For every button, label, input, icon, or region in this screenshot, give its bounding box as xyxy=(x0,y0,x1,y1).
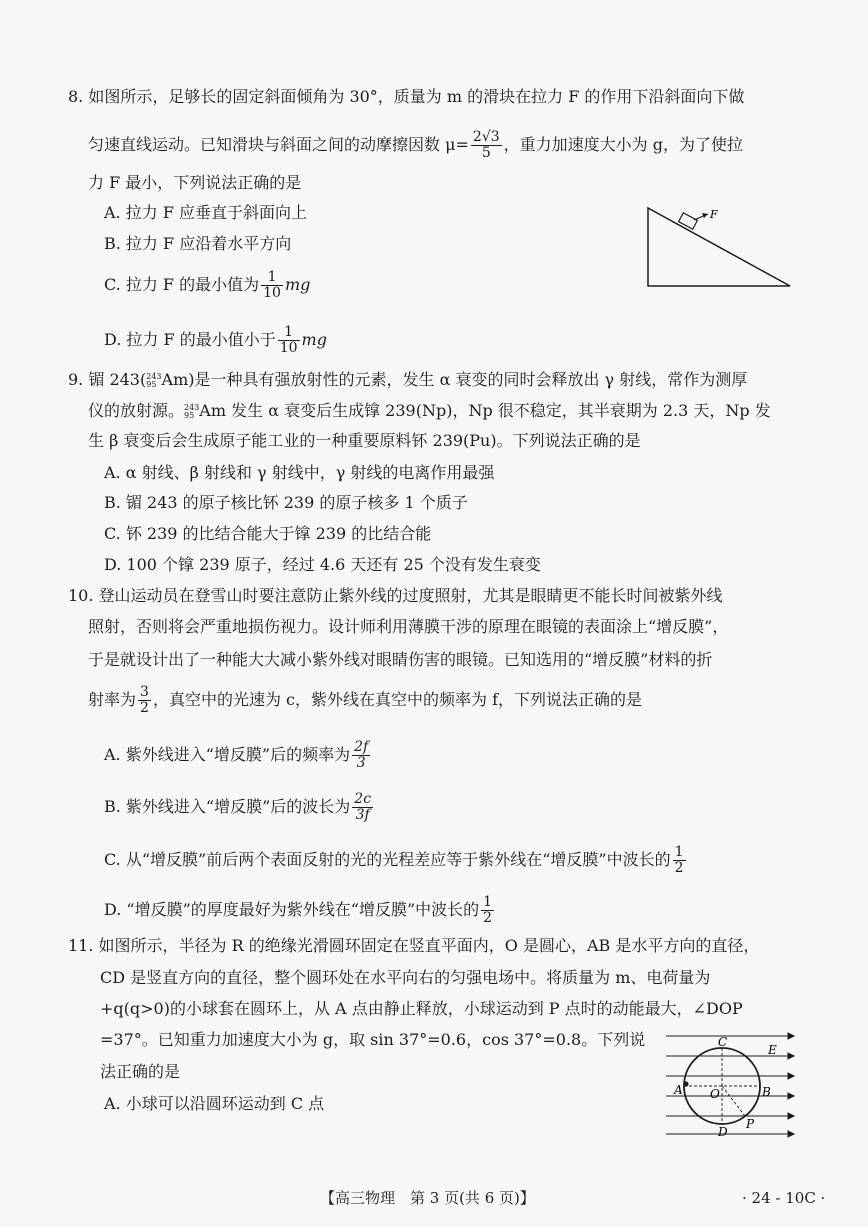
q8-option-d xyxy=(104,325,327,356)
q11-line5: 法正确的是 xyxy=(100,1062,181,1081)
iso2-z: 95 xyxy=(184,410,195,420)
q9-line1-b: Am)是一种具有强放射性的元素，发生 α 衰变的同时会释放出 γ 射线，常作为测厚 xyxy=(161,370,748,389)
label-e: E xyxy=(768,1043,777,1057)
label-o: O xyxy=(710,1087,720,1101)
q10-b-num: 2c xyxy=(354,791,372,807)
q8-d-den: 10 xyxy=(279,340,298,356)
q8-d-tail: mg xyxy=(301,330,327,349)
q9-option-c: C. 钚 239 的比结合能大于镎 239 的比结合能 xyxy=(104,524,432,543)
q10-d-den: 2 xyxy=(483,910,493,926)
q10-a-text: A. 紫外线进入“增反膜”后的频率为 xyxy=(104,745,351,764)
q9-line1 xyxy=(68,370,747,390)
n-fraction xyxy=(138,685,151,716)
q11-option-a: A. 小球可以沿圆环运动到 C 点 xyxy=(104,1094,325,1113)
q8-line1: 8. 如图所示，足够长的固定斜面倾角为 30°，质量为 m 的滑块在拉力 F 的作用下沿斜面向下做 xyxy=(68,87,745,106)
q8-option-b: B. 拉力 F 应沿着水平方向 xyxy=(104,234,292,253)
q8-c-tail: mg xyxy=(284,275,311,294)
q11-line1: 11. 如图所示，半径为 R 的绝缘光滑圆环固定在竖直平面内，O 是圆心，AB 是水平方向的直径， xyxy=(68,936,760,955)
q8-line2-b: ，重力加速度大小为 g，为了使拉 xyxy=(503,135,743,154)
iso2-mass: 243 xyxy=(184,402,200,412)
q9-isotope2 xyxy=(184,404,199,420)
q10-c-num: 1 xyxy=(674,844,684,860)
q9-option-d: D. 100 个镎 239 原子，经过 4.6 天还有 25 个没有发生衰变 xyxy=(104,555,541,574)
q10-line4-a: 射率为 xyxy=(88,690,137,709)
q10-b-fraction xyxy=(352,792,373,823)
q9-line2-text: Am 发生 α 衰变后生成镎 239(Np)，Np 很不稳定，其半衰期为 2.3 天，Np 发 xyxy=(199,401,771,420)
q10-a-den: 3 xyxy=(356,755,366,771)
q10-option-a xyxy=(104,740,372,771)
q8-c-den: 10 xyxy=(263,285,281,301)
q8-d-fraction xyxy=(278,325,300,356)
q11-line2: CD 是竖直方向的直径，整个圆环处在水平向右的匀强电场中。将质量为 m、电荷量为 xyxy=(100,968,711,987)
q8-option-d-text: D. 拉力 F 的最小值小于 xyxy=(104,330,276,349)
q8-line2 xyxy=(88,130,743,161)
q8-c-fraction xyxy=(261,270,283,301)
label-a: A xyxy=(674,1083,683,1097)
q9-line1-a: 9. 镅 243( xyxy=(68,370,147,389)
q10-c-text: C. 从“增反膜”前后两个表面反射的光的光程差应等于紫外线在“增反膜”中波长的 xyxy=(104,850,671,869)
q10-line4 xyxy=(88,685,642,716)
q8-c-num: 1 xyxy=(261,270,283,286)
q10-line2: 照射，否则将会严重地损伤视力。设计师利用薄膜干涉的原理在眼镜的表面涂上“增反膜”， xyxy=(88,617,729,636)
n-num: 3 xyxy=(140,684,149,700)
q10-b-text: B. 紫外线进入“增反膜”后的波长为 xyxy=(104,797,351,816)
q8-line2-a: 匀速直线运动。已知滑块与斜面之间的动摩擦因数 μ= xyxy=(88,135,469,154)
incline-triangle xyxy=(648,208,790,286)
q10-a-fraction xyxy=(352,740,370,771)
q8-option-c xyxy=(104,270,310,301)
q10-c-fraction xyxy=(673,845,686,876)
mu-denominator: 5 xyxy=(481,145,491,161)
q8-line3: 力 F 最小，下列说法正确的是 xyxy=(88,173,302,192)
q10-d-num: 1 xyxy=(483,894,493,910)
q10-option-b xyxy=(104,792,375,823)
ring-field-figure xyxy=(662,1028,802,1140)
q10-option-d xyxy=(104,895,496,926)
q10-option-c xyxy=(104,845,688,876)
label-p: P xyxy=(746,1117,755,1131)
charged-ball xyxy=(683,1081,688,1086)
q11-line3: +q(q>0)的小球套在圆环上，从 A 点由静止释放，小球运动到 P 点时的动能最大，∠DOP xyxy=(100,999,743,1018)
n-den: 2 xyxy=(140,700,149,716)
mu-fraction xyxy=(471,130,502,161)
q8-option-c-text: C. 拉力 F 的最小值为 xyxy=(104,275,260,294)
label-c: C xyxy=(718,1035,728,1049)
q10-d-fraction xyxy=(481,895,494,926)
q10-b-den: 3f xyxy=(355,807,370,823)
iso1-z: 95 xyxy=(146,379,157,389)
q9-line2 xyxy=(88,401,771,421)
incline-figure xyxy=(640,200,800,300)
radius-op xyxy=(722,1086,745,1116)
page-footer: 【高三物理 第 3 页(共 6 页)】 xyxy=(320,1189,535,1207)
q9-isotope1 xyxy=(146,373,161,389)
q10-a-num: 2f xyxy=(354,739,369,755)
q9-option-b: B. 镅 243 的原子核比钚 239 的原子核多 1 个质子 xyxy=(104,493,468,512)
force-label: F xyxy=(710,208,718,221)
q9-line2-pre: 仪的放射源。 xyxy=(88,401,185,420)
label-b: B xyxy=(762,1085,771,1099)
q9-line3: 生 β 衰变后会生成原子能工业的一种重要原料钚 239(Pu)。下列说法正确的是 xyxy=(88,431,641,450)
q9-option-a: A. α 射线、β 射线和 γ 射线中，γ 射线的电离作用最强 xyxy=(104,463,495,482)
iso1-mass: 243 xyxy=(146,371,162,381)
q8-d-num: 1 xyxy=(278,325,300,341)
q10-line3: 于是就设计出了一种能大大减小紫外线对眼睛伤害的眼镜。已知选用的“增反膜”材料的折 xyxy=(88,650,713,669)
q8-option-a: A. 拉力 F 应垂直于斜面向上 xyxy=(104,203,308,222)
q10-line1: 10. 登山运动员在登雪山时要注意防止紫外线的过度照射，尤其是眼睛更不能长时间被紫外线 xyxy=(68,586,723,605)
q10-line4-b: ，真空中的光速为 c，紫外线在真空中的频率为 f，下列说法正确的是 xyxy=(152,690,642,709)
q10-c-den: 2 xyxy=(674,860,684,876)
label-d: D xyxy=(718,1125,728,1139)
mu-numerator: 2√3 xyxy=(472,129,500,145)
q11-line4: =37°。已知重力加速度大小为 g，取 sin 37°=0.6，cos 37°=0.8。下列说 xyxy=(100,1030,646,1049)
paper-code: · 24 - 10C · xyxy=(742,1189,826,1207)
q10-d-text: D. “增反膜”的厚度最好为紫外线在“增反膜”中波长的 xyxy=(104,900,480,919)
